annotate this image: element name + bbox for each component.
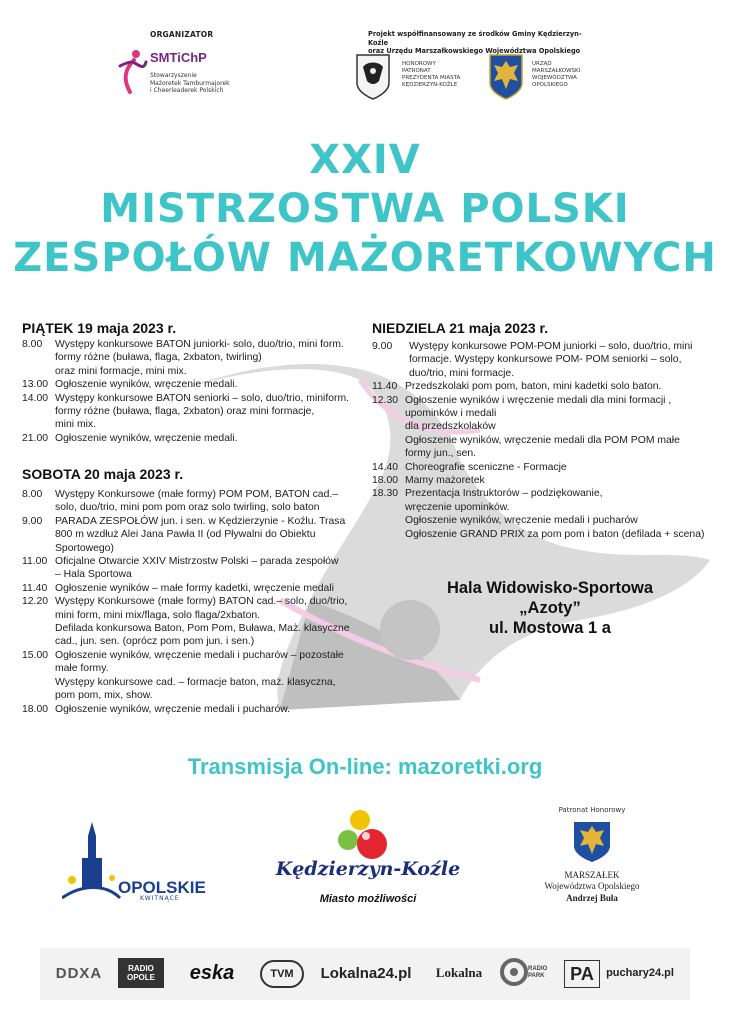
schedule-item: 11.40 Przedszkolaki pom pom, baton, mini kadetki solo baton. (372, 381, 662, 393)
media-logo-radio-opole: RADIO OPOLE (118, 958, 164, 988)
marshal-title: MARSZAŁEK Województwa Opolskiego (544, 870, 640, 891)
schedule-item: 8.00 Występy Konkursowe (małe formy) POM POM, BATON cad.– solo, duo/trio, mini pom pom oraz solo twirling, solo baton (22, 489, 339, 514)
smtichp-logo-icon (116, 48, 148, 96)
friday-heading: PIĄTEK 19 maja 2023 r. (22, 320, 177, 336)
kedzierzyn-kozle-balls-logo-icon (330, 806, 410, 866)
cofinancing-note: Projekt współfinansowany ze środków Gminy Kędzierzyn-Koźle oraz Urzędu Marszałkowskiego Województwa Opolskiego (368, 30, 582, 55)
city-crest-icon (355, 53, 391, 101)
media-logo-radio-park: RADIO PARK (528, 966, 548, 979)
sunday-schedule (372, 340, 707, 541)
title-teams: ZESPOŁÓW MAŻORETKOWYCH (13, 235, 717, 281)
media-logo-lokalna24: Lokalna24.pl (320, 964, 412, 982)
schedule-item: 15.00 Ogłoszenie wyników, wręczenie medali i pucharów – pozostałe małe formy. Występy konkursowe cad. – formacje baton, maż. klasyczna, pom pom, mix, show. (22, 649, 344, 702)
marshal-eagle-crest-icon (572, 820, 612, 864)
city-slogan: Miasto możliwości (319, 893, 417, 905)
schedule-item: 14.40 Choreografie sceniczne - Formacje (372, 461, 567, 473)
media-logo-nowa-lokalna: Lokalna (435, 965, 483, 980)
opolskie-brand: OPOLSKIE (118, 878, 206, 897)
title-edition: XXIV (309, 137, 421, 183)
saturday-heading: SOBOTA 20 maja 2023 r. (22, 466, 184, 482)
marshal-name: Andrzej Buła (566, 893, 618, 903)
sunday-heading: NIEDZIELA 21 maja 2023 r. (372, 320, 549, 336)
schedule-item: 12.30 Ogłoszenie wyników i wręczenie medali dla mini formacji , upominków i medali dla przedszkolaków Ogłoszenie wyników, wręczenie medali dla POM POM małe formy jun., sen. (372, 394, 680, 460)
organizer-label: ORGANIZATOR (150, 30, 214, 39)
saturday-schedule (22, 488, 367, 716)
schedule-item: 18.30 Prezentacja Instruktorów – podziękowanie, wręczenie upominków. Ogłoszenie wyników, wręczenie medali i pucharów Ogłoszenie GRAND PRIX za pom pom i baton (defilada + scena) (372, 488, 705, 540)
venue-address: Hala Widowisko-Sportowa „Azoty” ul. Mostowa 1 a (446, 579, 654, 637)
media-logo-puchary24: puchary24.pl (606, 967, 674, 979)
patron-mayor-text: HONOROWY PATRONAT PREZYDENTA MIASTA KĘDZIERZYN-KOŹLE (402, 61, 461, 88)
org-name: SMTiChP (150, 50, 207, 65)
schedule-item: 12.20 Występy Konkursowe (małe formy) BATON cad.– solo, duo/trio, mini form, mini mix/flaga, solo flaga/2xbaton. Defilada konkursowa Baton, Pom Pom, Buława, Maż. klasyczne cad., jun. sen. (oprócz pom pom jun. i sen.) (22, 596, 350, 648)
schedule-item: 21.00 Ogłoszenie wyników, wręczenie medali. (22, 432, 238, 444)
schedule-item: 9.00 Występy konkursowe POM-POM juniorki – solo, duo/trio, mini formacje. Występy konkursowe POM- POM seniorki – solo, duo/trio, mini formacje. (372, 341, 693, 379)
media-logo-pa: PA (564, 960, 600, 988)
opolskie-tagline: KWITNĄCE (140, 895, 180, 902)
city-name: Kędzierzyn-Koźle (275, 858, 461, 880)
radio-park-disc-icon (500, 957, 528, 987)
media-logo-eska: eska (189, 961, 235, 984)
schedule-item: 11.00 Oficjalne Otwarcie XXIV Mistrzostw Polski – parada zespołów – Hala Sportowa (22, 556, 339, 581)
schedule-item: 11.40 Ogłoszenie wyników – małe formy kadetki, wręczenie medali (22, 582, 334, 594)
honorary-patronage-label: Patronat Honorowy (558, 806, 626, 814)
org-full-name: Stowarzyszenie Mażoretek Tamburmajorek i Cheerleaderek Polskich (150, 72, 230, 94)
opolskie-tower-logo-icon (62, 818, 122, 908)
friday-schedule (22, 338, 367, 445)
title-championship: MISTRZOSTWA POLSKI (100, 186, 630, 232)
opolskie-eagle-crest-icon (488, 53, 524, 101)
schedule-item: 13.00 Ogłoszenie wyników, wręczenie medali. (22, 379, 238, 391)
marshal-office-text: URZĄD MARSZAŁKOWSKI WOJEWÓDZTWA OPOLSKIEGO (532, 61, 581, 88)
schedule-item: 9.00 PARADA ZESPOŁÓW jun. i sen. w Kędzierzynie - Koźlu. Trasa 800 m wzdłuż Alei Jana Pawła II (od Pływalni do Obiektu Sportowego) (22, 515, 346, 554)
schedule-item: 18.00 Mamy mażoretek (372, 475, 485, 487)
online-stream-link[interactable]: Transmisja On-line: mazoretki.org (187, 754, 543, 779)
media-logo-ddxa: DDXA (55, 964, 103, 982)
schedule-item: 8.00 Występy konkursowe BATON juniorki- solo, duo/trio, mini form. formy różne (buława, flaga, 2xbaton, twirling) oraz mini formacje, mini mix. (22, 339, 344, 377)
schedule-item: 18.00 Ogłoszenie wyników, wręczenie medali i pucharów. (22, 703, 291, 715)
media-logo-tvm: TVM (260, 960, 304, 988)
schedule-item: 14.00 Występy konkursowe BATON seniorki – solo, duo/trio, miniform. formy różne (buława, flaga, 2xbaton) oraz mini formacje, mini mix. (22, 392, 350, 431)
